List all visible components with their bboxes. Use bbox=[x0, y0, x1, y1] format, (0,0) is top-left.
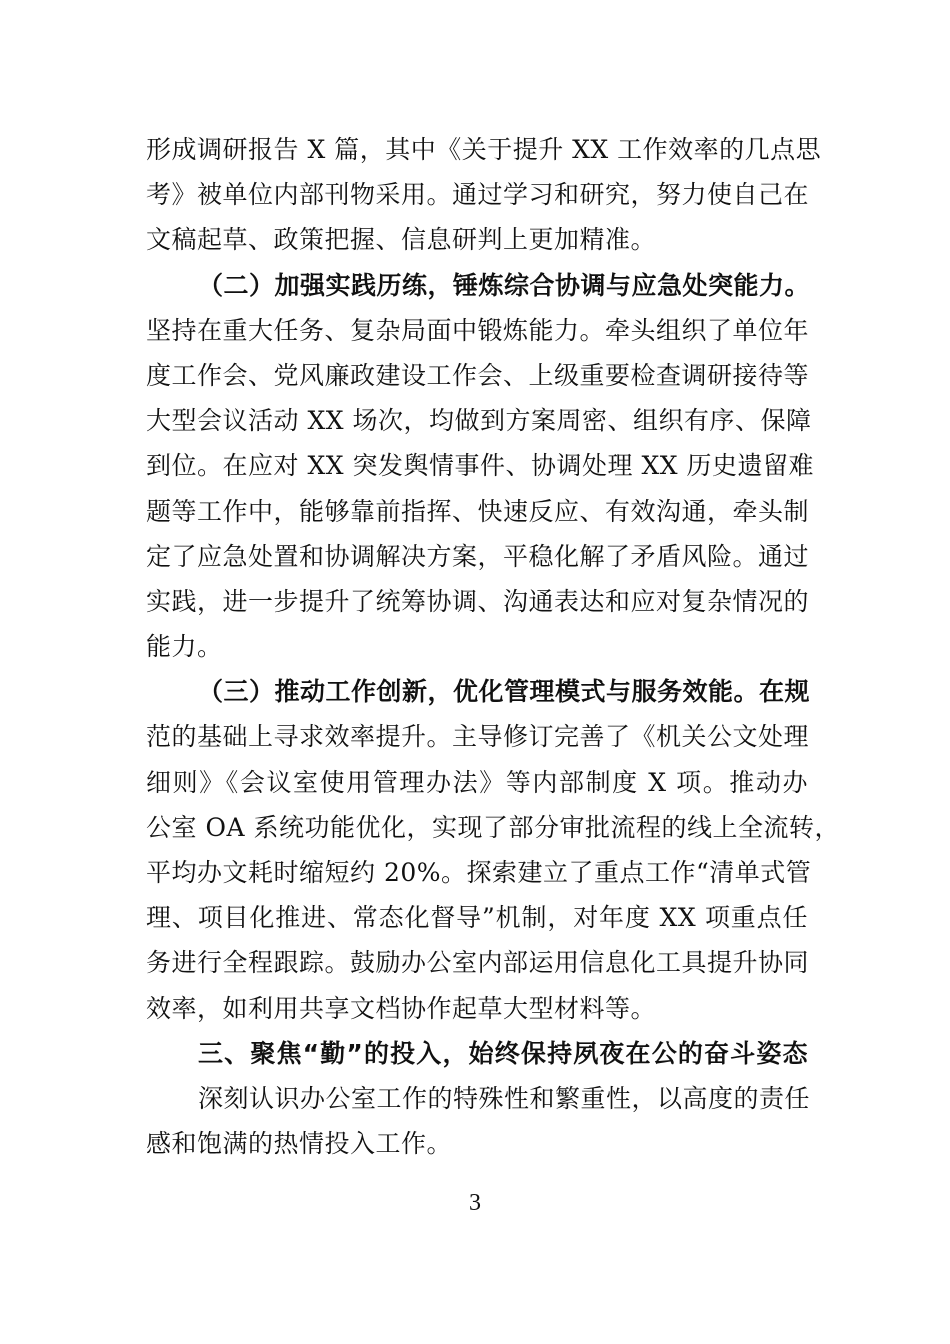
body-line-1: 形成调研报告 X 篇，其中《关于提升 XX 工作效率的几点思 bbox=[146, 135, 822, 164]
body-line-15: 细则》《会议室使用管理办法》等内部制度 X 项。推动办 bbox=[146, 767, 808, 797]
section-heading-3: 三、聚焦“勤”的投入，始终保持夙夜在公的奋斗姿态 bbox=[198, 1038, 808, 1068]
body-line-20: 效率，如利用共享文档协作起草大型材料等。 bbox=[146, 993, 657, 1023]
body-line-10: 定了应急处置和协调解决方案，平稳化解了矛盾风险。通过 bbox=[146, 541, 810, 571]
body-line-19: 务进行全程跟踪。鼓励办公室内部运用信息化工具提升协同 bbox=[146, 948, 810, 978]
body-line-16: 公室 OA 系统功能优化，实现了部分审批流程的线上全流转， bbox=[146, 812, 840, 842]
body-line-9: 题等工作中，能够靠前指挥、快速反应、有效沟通，牵头制 bbox=[146, 496, 810, 526]
body-line-2: 考》被单位内部刊物采用。通过学习和研究，努力使自己在 bbox=[146, 180, 810, 210]
document-body bbox=[146, 127, 840, 1166]
body-line-7: 大型会议活动 XX 场次，均做到方案周密、组织有序、保障 bbox=[146, 406, 812, 436]
subheading-3-line-1: （三）推动工作创新，优化管理模式与服务效能。在规 bbox=[198, 677, 811, 707]
body-line-14: 范的基础上寻求效率提升。主导修订完善了《机关公文处理 bbox=[146, 722, 810, 752]
body-line-3: 文稿起草、政策把握、信息研判上更加精准。 bbox=[146, 225, 657, 255]
body-line-11: 实践，进一步提升了统筹协调、沟通表达和应对复杂情况的 bbox=[146, 586, 810, 616]
body-line-5: 坚持在重大任务、复杂局面中锻炼能力。牵头组织了单位年 bbox=[146, 315, 810, 345]
body-line-8: 到位。在应对 XX 突发舆情事件、协调处理 XX 历史遗留难 bbox=[146, 451, 814, 481]
body-line-23: 感和饱满的热情投入工作。 bbox=[146, 1129, 453, 1159]
body-line-22: 深刻认识办公室工作的特殊性和繁重性，以高度的责任 bbox=[198, 1083, 811, 1113]
body-line-18: 理、项目化推进、常态化督导”机制，对年度 XX 项重点任 bbox=[146, 903, 808, 933]
body-line-17: 平均办文耗时缩短约 20%。探索建立了重点工作“清单式管 bbox=[146, 858, 812, 887]
subheading-2-line-1: （二）加强实践历练，锤炼综合协调与应急处突能力。 bbox=[198, 270, 811, 300]
body-line-12: 能力。 bbox=[146, 632, 223, 662]
body-line-6: 度工作会、党风廉政建设工作会、上级重要检查调研接待等 bbox=[146, 360, 810, 390]
page-number: 3 bbox=[469, 1190, 481, 1216]
